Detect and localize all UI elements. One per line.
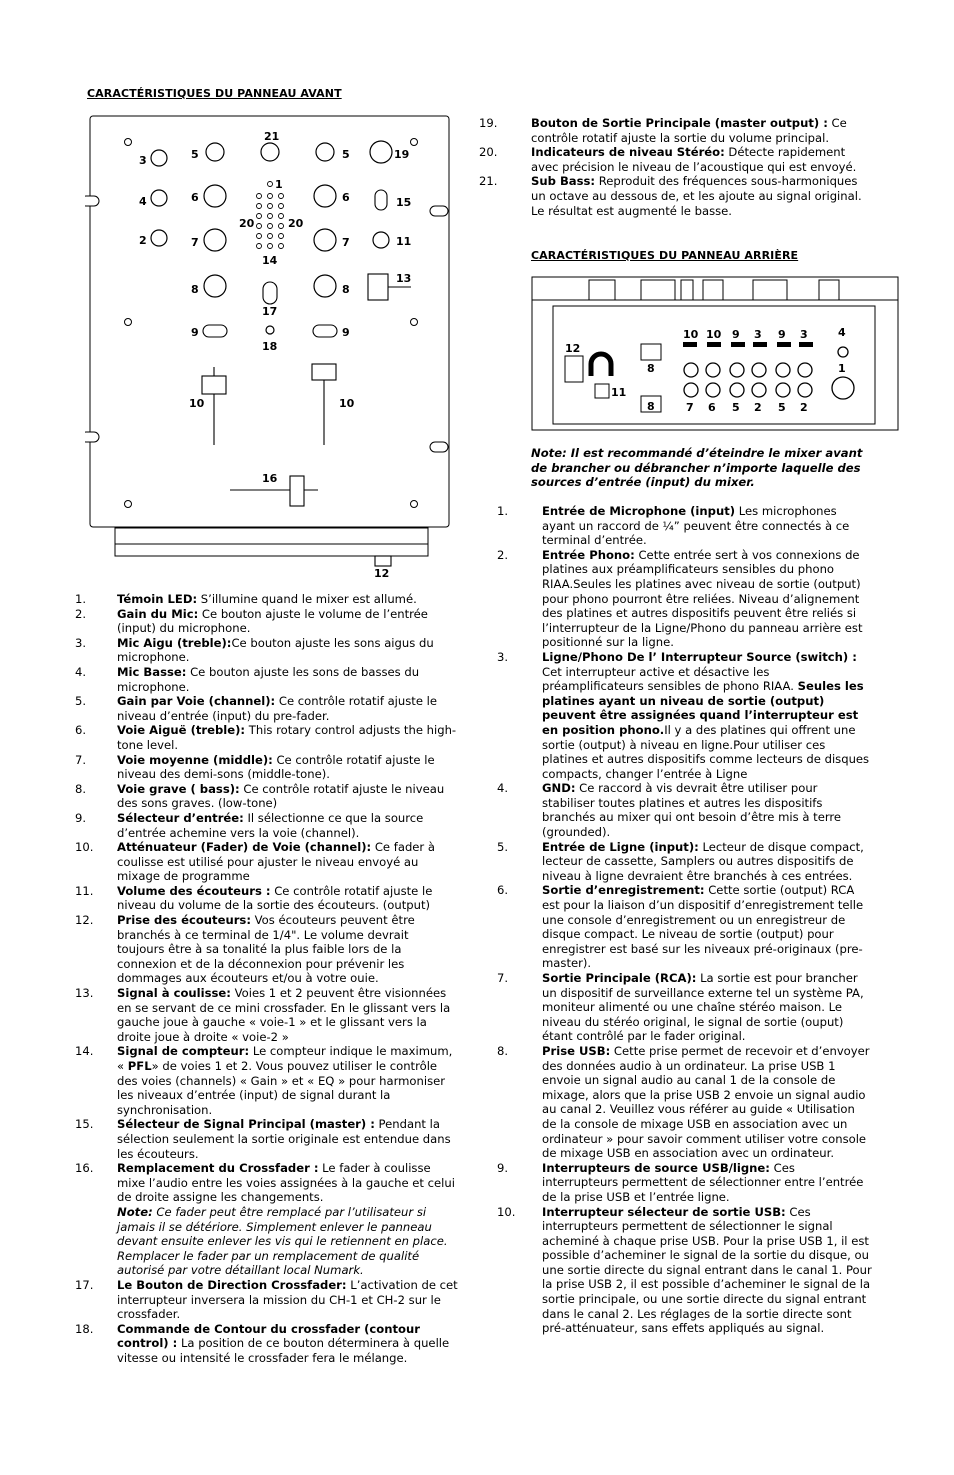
- front-panel-list: [72, 592, 458, 1365]
- rear-callout: 8: [647, 362, 655, 375]
- list-item: 6. Voie Aiguë (treble): This rotary control adjusts the high-tone level.: [75, 723, 457, 752]
- front-callout: 18: [262, 340, 278, 353]
- rear-callout: 5: [732, 401, 740, 414]
- list-item: 4. Mic Basse: Ce bouton ajuste les sons de basses du microphone.: [75, 664, 420, 694]
- rear-callout: 12: [565, 342, 581, 355]
- front-panel-heading: CARACTÉRISTIQUES DU PANNEAU AVANT: [87, 87, 342, 100]
- rear-callout: 6: [708, 401, 716, 414]
- front-callout: 21: [264, 130, 280, 143]
- front-callout: 12: [374, 567, 390, 580]
- list-item: 18. Commande de Contour du crossfader (contour control) : La position de ce bouton déterminera à quelle vitesse ou intensité le crossfader fera le mélange.: [75, 1321, 450, 1365]
- rear-callout: 9: [732, 328, 740, 341]
- front-callout: 6: [191, 191, 199, 204]
- list-item: 6. Sortie d’enregistrement: Cette sortie (output) RCA est pour la liaison d’un dispositif d’enregistrement telle une console d’enregistrement ou un enregistreur de disque compact. Le niveau de sortie (output) pour enregistrer est basé sur les niveaux pré-originaux (pre-master).: [497, 883, 864, 971]
- list-item: 14. Signal de compteur: Le compteur indique le maximum, « PFL» de voies 1 et 2. Vous pouvez utiliser le contrôle des voies (channels) « Gain » et « EQ » pour harmoniser les niveaux d’entrée (input) de signal durant la synchronisation.: [75, 1044, 453, 1117]
- rear-callout: 1: [838, 362, 846, 375]
- list-item: 13. Signal à coulisse: Voies 1 et 2 peuvent être visionnées en se servant de ce mini crossfader. En le glissant vers la gauche joue à gauche « voie-1 » et le glissant vers la droite joue à droite « voie-2 »: [75, 986, 451, 1044]
- list-item: 2. Entrée Phono: Cette entrée sert à vos connexions de platines aux préamplificateurs sensibles du phono RIAA.Seules les platines avec niveau de sortie (output) pour phono pourront être reliées. Niveau d’alignement des platines et autres dispositifs peuvent être reliés si l’interrupteur de la Ligne/Phono du panneau arrière est positionné sur la ligne.: [497, 547, 863, 650]
- front-panel-diagram: [85, 112, 455, 582]
- list-item: 12. Prise des écouteurs: Vos écouteurs peuvent être branchés à ce terminal de 1/4". Le volume devrait toujours être à sa tonalité la plus faible lors de la connexion et de la déconnexion pour prévenir les dommages aux écouteurs et/ou à votre ouie.: [75, 913, 415, 986]
- rear-callout: 5: [778, 401, 786, 414]
- front-callout: 9: [191, 326, 199, 339]
- list-item: 9. Interrupteurs de source USB/ligne: Ces interrupteurs permettent de sélectionner entre l’entrée de la prise USB et l’entrée ligne.: [497, 1160, 864, 1204]
- front-callout: 20: [288, 217, 304, 230]
- front-panel-list-continued: [479, 116, 874, 218]
- list-item: 7. Sortie Principale (RCA): La sortie est pour brancher un dispositif de surveillance externe tel un système PA, moniteur alimenté ou une chaîne stéréo maison. Le niveau du stéréo original, le signal de sortie (ouput) étant contrôlé par le fader original.: [497, 971, 864, 1044]
- list-item: 3. Ligne/Phono De l’ Interrupteur Source (switch) : Cet interrupteur active et désactive les préamplificateurs sensibles de phono RIAA. Seules les platines ayant un niveau de sortie (output) peuvent être assignées quand l’interrupteur est en position phono.Il y a des platines qui offrent une sortie (output) à niveau en ligne.Pour utiliser ces platines et autres dispositifs comme lecteurs de disques compacts, changer l’entrée à Ligne: [497, 649, 870, 781]
- front-callout: 8: [191, 283, 199, 296]
- list-item: 2. Gain du Mic: Ce bouton ajuste le volume de l’entrée (input) du microphone.: [75, 606, 428, 636]
- rear-callout: 3: [800, 328, 808, 341]
- rear-callout: 2: [754, 401, 762, 414]
- list-item: 17. Le Bouton de Direction Crossfader: L’activation de cet interrupteur inversera la mission du CH-1 et CH-2 sur le crossfader.: [75, 1277, 458, 1322]
- front-callout: 5: [191, 148, 199, 161]
- rear-callout: 7: [686, 401, 694, 414]
- front-callout: 4: [139, 195, 147, 208]
- list-item: 9. Sélecteur d’entrée: Il sélectionne ce que la source d’entrée achemine vers la voie (channel).: [75, 810, 424, 840]
- rear-callout: 4: [838, 326, 846, 339]
- rear-callout: 8: [647, 400, 655, 413]
- list-item: 21. Sub Bass: Reproduit des fréquences sous-harmoniques un octave au dessous de, et les ajoute au signal original. Le résultat est augmenté le basse.: [479, 174, 862, 218]
- front-callout: 1: [275, 178, 283, 191]
- rear-callout: 11: [611, 386, 627, 399]
- list-item: 10. Atténuateur (Fader) de Voie (channel): Ce fader à coulisse est utilisé pour ajuster le niveau envoyé au mixage de programme: [75, 840, 435, 884]
- rear-callout: 9: [778, 328, 786, 341]
- rear-panel-note: Note: Il est recommandé d’éteindre le mixer avant de brancher ou débrancher n’importe laquelle des sources d’entrée (input) du mixer.: [531, 446, 863, 490]
- front-callout: 17: [262, 305, 278, 318]
- front-callout: 8: [342, 283, 350, 296]
- list-item: 19. Bouton de Sortie Principale (master output) : Ce contrôle rotatif ajuste la sortie du volume principal.: [479, 116, 847, 145]
- front-callout: 13: [396, 272, 412, 285]
- front-callout: 9: [342, 326, 350, 339]
- front-callout: 10: [189, 397, 205, 410]
- list-item: 8. Prise USB: Cette prise permet de recevoir et d’envoyer des données audio à un ordinateur. La prise USB 1 envoie un signal audio au canal 1 de la console de mixage, alors que la prise USB 2 envoie un signal audio au canal 2. Veuillez vous référer au guide « Utilisation de la console de mixage USB en association avec un ordinateur » pour savoir comment utiliser votre console de mixage USB en association avec un ordinateur.: [497, 1043, 870, 1161]
- front-callout: 2: [139, 234, 147, 247]
- front-callout: 6: [342, 191, 350, 204]
- list-item: 16. Remplacement du Crossfader : Le fader à coulisse mixe l’audio entre les voies assignées à la gauche et celui de droite assigne les changements. Note: Ce fader peut être remplacé par l’utilisateur si jamais il se détériore. Simplement enlever le panneau devant ensuite enlever les vis qui le retiennent en place. Remplacer le fader par un remplacement de qualité autorisé par votre détaillant local Numark.: [75, 1161, 455, 1278]
- front-callout: 11: [396, 235, 412, 248]
- rear-panel-diagram: [531, 276, 899, 432]
- front-callout: 7: [191, 236, 199, 249]
- rear-callout: 3: [754, 328, 762, 341]
- list-item: 1. Entrée de Microphone (input) Les microphones ayant un raccord de ¼” peuvent être connectés à ce terminal d’entrée.: [497, 504, 850, 548]
- list-item: 20. Indicateurs de niveau Stéréo: Détecte rapidement avec précision le niveau de l’acoustique qui est envoyé.: [479, 145, 857, 174]
- front-callout: 20: [239, 217, 255, 230]
- list-item: 1. Témoin LED: S’illumine quand le mixer est allumé.: [75, 592, 417, 606]
- front-callout: 3: [139, 154, 147, 167]
- rear-callout: 2: [800, 401, 808, 414]
- list-item: 15. Sélecteur de Signal Principal (master) : Pendant la sélection seulement la sortie originale est entendue dans les écouteurs.: [75, 1117, 451, 1161]
- rear-panel-heading: CARACTÉRISTIQUES DU PANNEAU ARRIÈRE: [531, 249, 799, 262]
- list-item: 10. Interrupteur sélecteur de sortie USB: Ces interrupteurs permettent de sélectionner le signal acheminé à chaque prise USB. Pour la prise USB 1, il est possible d’acheminer le signal de la sortie du disque, ou une sortie directe du signal entrant dans le canal 1. Pour la prise USB 2, il est possible d’acheminer le signal de la sortie principale, ou une sortie directe du signal entrant dans le canal 2. Les réglages de la sortie directe sont pré-atténuateur, sans effets appliqués au signal.: [497, 1204, 872, 1336]
- front-callout: 16: [262, 472, 278, 485]
- list-item: 11. Volume des écouteurs : Ce contrôle rotatif ajuste le niveau du volume de la sortie des écouteurs. (output): [75, 883, 433, 913]
- list-item: 5. Entrée de Ligne (input): Lecteur de disque compact, lecteur de cassette, Samplers ou autres dispositifs de niveau à ligne devraient être branchés à ces entrées.: [497, 839, 864, 883]
- front-callout: 15: [396, 196, 412, 209]
- front-callout: 14: [262, 254, 278, 267]
- list-item: 7. Voie moyenne (middle): Ce contrôle rotatif ajuste le niveau des demi-sons (middle-tone).: [75, 752, 435, 782]
- rear-callout: 10: [683, 328, 699, 341]
- front-callout: 10: [339, 397, 355, 410]
- front-callout: 19: [394, 148, 410, 161]
- list-item: 3. Mic Aigu (treble):Ce bouton ajuste les sons aigus du microphone.: [75, 635, 434, 665]
- list-item: 5. Gain par Voie (channel): Ce contrôle rotatif ajuste le niveau d’entrée (input) du pre-fader.: [75, 694, 438, 723]
- front-callout: 5: [342, 148, 350, 161]
- front-callout: 7: [342, 236, 350, 249]
- rear-panel-list: [497, 504, 873, 1336]
- rear-callout: 10: [706, 328, 722, 341]
- list-item: 4. GND: Ce raccord à vis devrait être utiliser pour stabiliser toutes platines et autres les dispositifs branchés au mixer qui ont besoin d’être mis à terre (grounded).: [497, 781, 842, 840]
- list-item: 8. Voie grave ( bass): Ce contrôle rotatif ajuste le niveau des sons graves. (low-tone): [75, 781, 445, 811]
